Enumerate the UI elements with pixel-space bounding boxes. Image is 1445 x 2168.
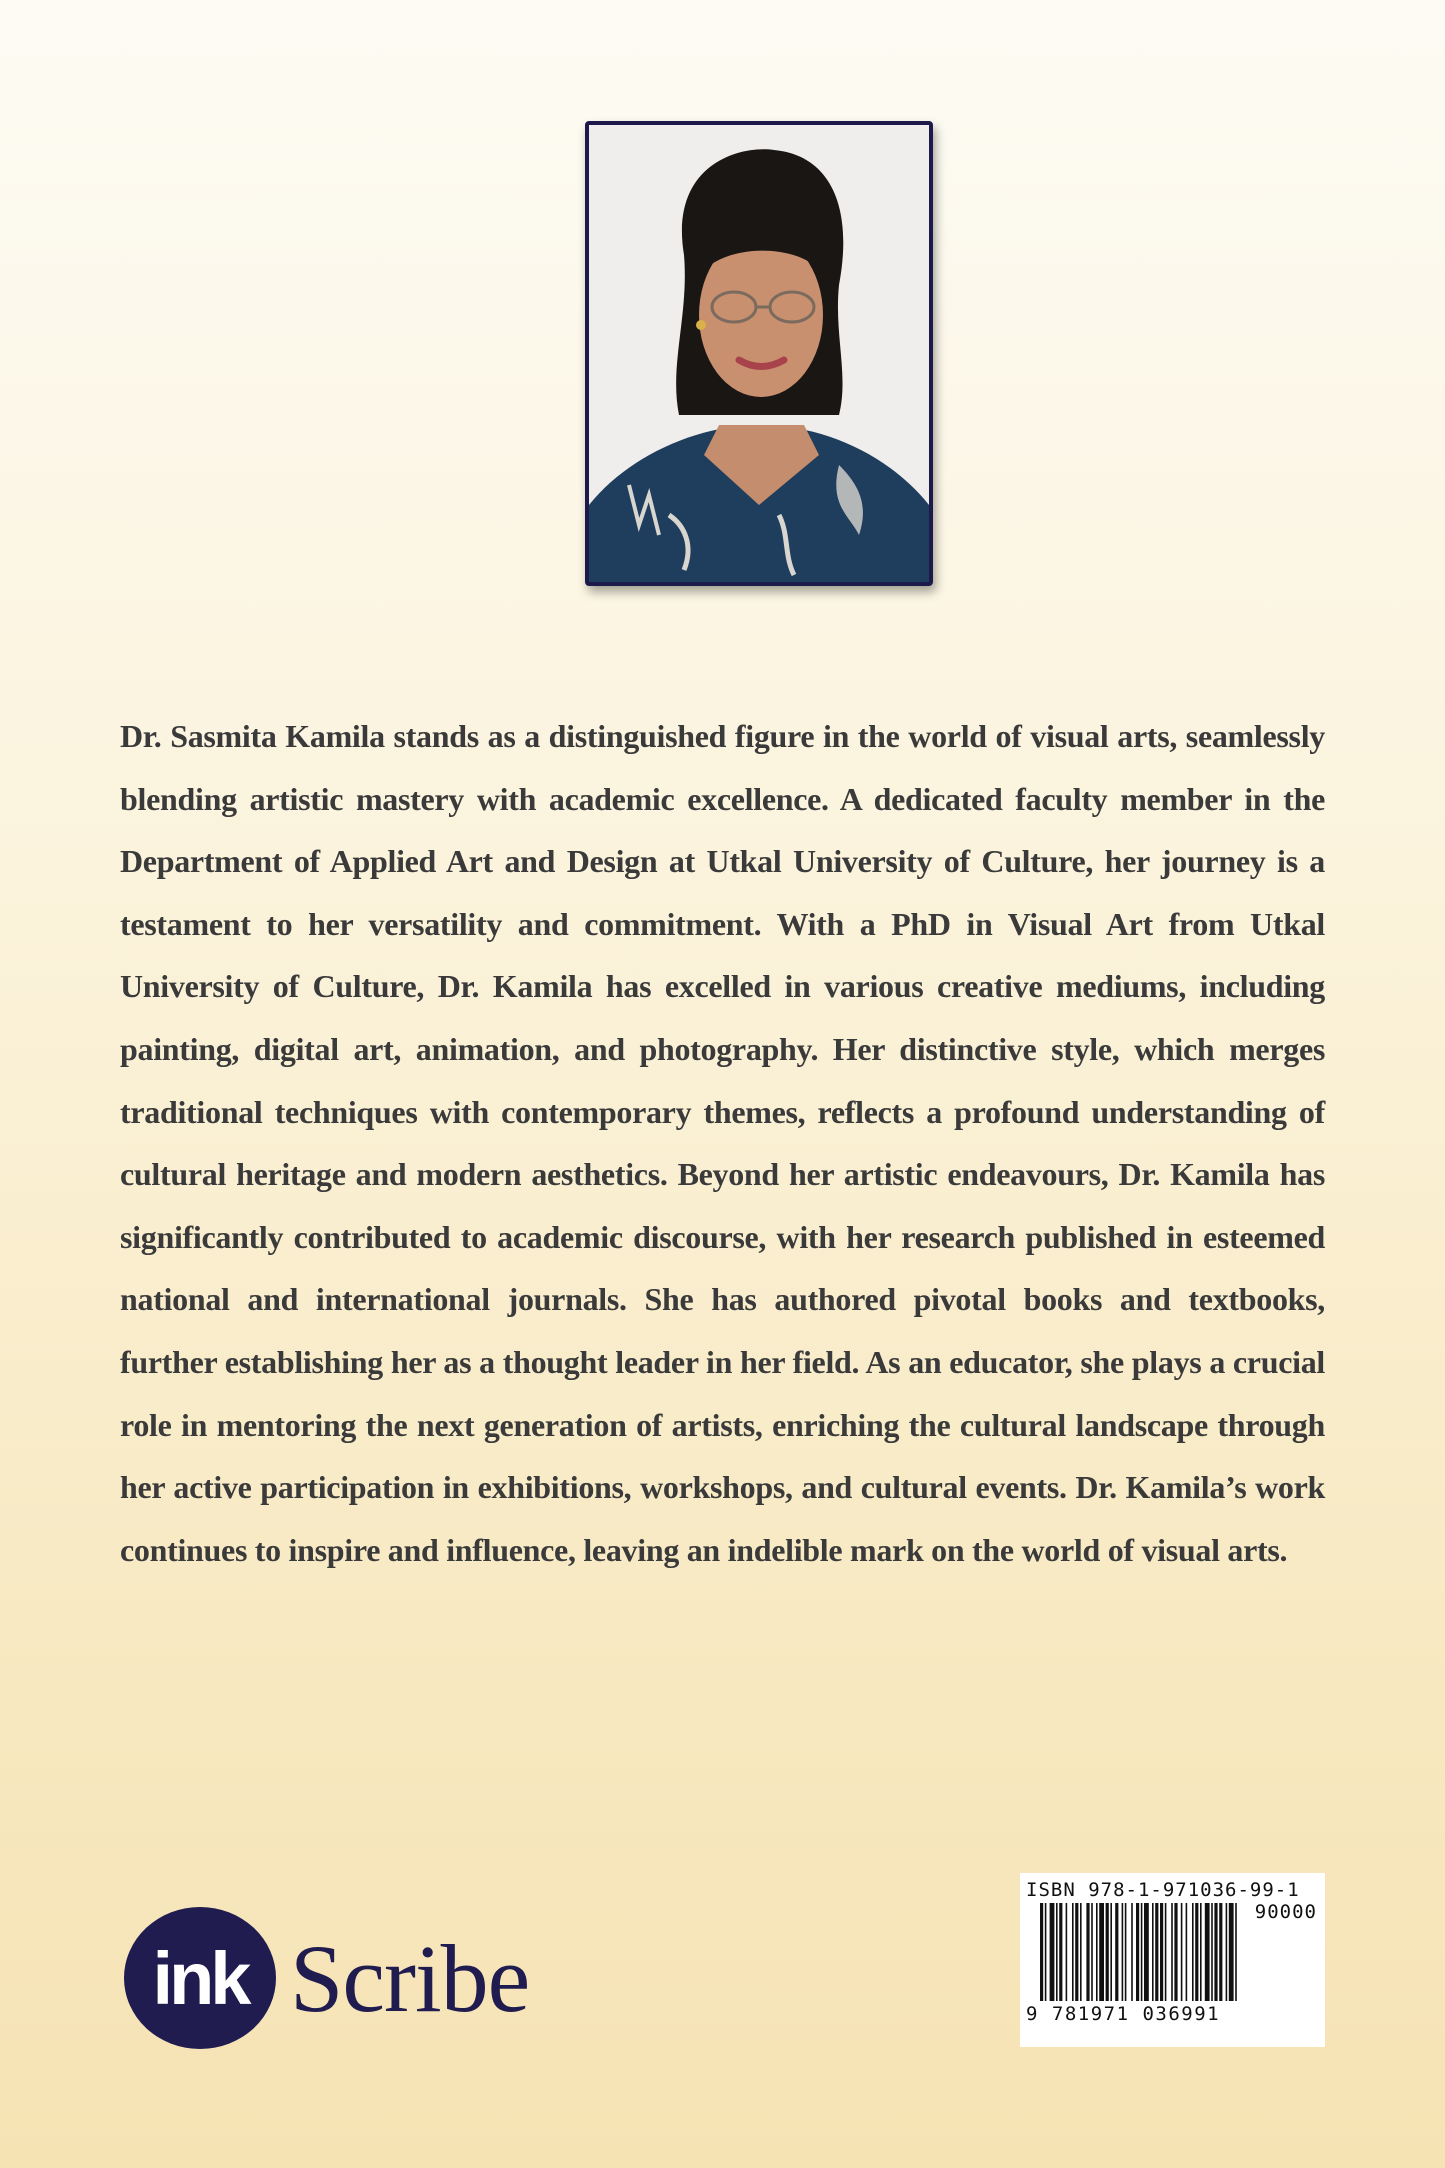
barcode-line [1144,1903,1149,2001]
barcode-line [1080,1903,1082,2001]
barcode-line [1075,1903,1078,2001]
barcode-line [1050,1903,1055,2001]
barcode-line [1136,1903,1139,2001]
barcode-line [1226,1903,1228,2001]
barcode-line [1141,1903,1143,2001]
barcode-line [1200,1903,1202,2001]
barcode-bars [1026,1901,1319,2025]
barcode-line [1086,1903,1089,2001]
barcode-line [1160,1903,1163,2001]
barcode-line [1219,1903,1222,2001]
barcode-line [1072,1903,1074,2001]
barcode-line [1214,1903,1217,2001]
barcode-line [1091,1903,1093,2001]
barcode-line [1171,1903,1173,2001]
barcode-line [1195,1903,1198,2001]
barcode-line [1110,1903,1112,2001]
barcode-line [1181,1903,1183,2001]
author-bio: Dr. Sasmita Kamila stands as a distinguished figure in the world of visual arts, seamlessly blending artistic mastery with academic excellence. A dedicated faculty member in the Department of Applied Art and Design at Utkal University of Culture, her journey is a testament to her versatility and commitment. With a PhD in Visual Art from Utkal University of Culture, Dr. Kamila has excelled in various creative mediums, including painting, digital art, animation, and photography. Her distinctive style, which merges traditional techniques with contemporary themes, reflects a profound understanding of cultural heritage and modern aesthetics. Beyond her artistic endeavours, Dr. Kamila has significantly contributed to academic discourse, with her research published in esteemed national and international journals. She has authored pivotal books and textbooks, further establishing her as a thought leader in her field. As an educator, she plays a crucial role in mentoring the next generation of artists, enriching the cultural landscape through her active participation in exhibitions, workshops, and cultural events. Dr. Kamila’s work continues to inspire and influence, leaving an indelible mark on the world of visual arts. [120,718,1325,1568]
barcode-line [1106,1903,1109,2001]
barcode-line [1096,1903,1098,2001]
barcode-line [1115,1903,1118,2001]
publisher-logo-word: Scribe [290,1924,530,2032]
barcode-line [1155,1903,1158,2001]
price-code: 90000 [1254,1901,1317,1923]
barcode-line [1056,1903,1058,2001]
author-photo [585,121,933,586]
barcode-line [1059,1903,1062,2001]
barcode-line [1229,1903,1234,2001]
barcode-line [1165,1903,1167,2001]
barcode-line [1211,1903,1213,2001]
publisher-logo-badge: ink [124,1907,276,2049]
barcode-line [1131,1903,1133,2001]
barcode-line [1040,1903,1043,2001]
barcode-line [1235,1903,1237,2001]
barcode-line [1205,1903,1210,2001]
barcode-line [1186,1903,1188,2001]
barcode-line [1066,1903,1068,2001]
barcode-line [1152,1903,1154,2001]
isbn-label: ISBN 978-1-971036-99-1 [1026,1879,1300,1901]
author-portrait-image [589,125,929,582]
publisher-logo [124,1905,529,2051]
barcode-line [1122,1903,1124,2001]
barcode-line [1099,1903,1104,2001]
isbn-barcode [1020,1873,1325,2047]
barcode-line [1125,1903,1127,2001]
barcode-line [1174,1903,1177,2001]
ean-digits: 9 781971 036991 [1026,2003,1221,2025]
barcode-line [1192,1903,1194,2001]
barcode-line [1045,1903,1047,2001]
